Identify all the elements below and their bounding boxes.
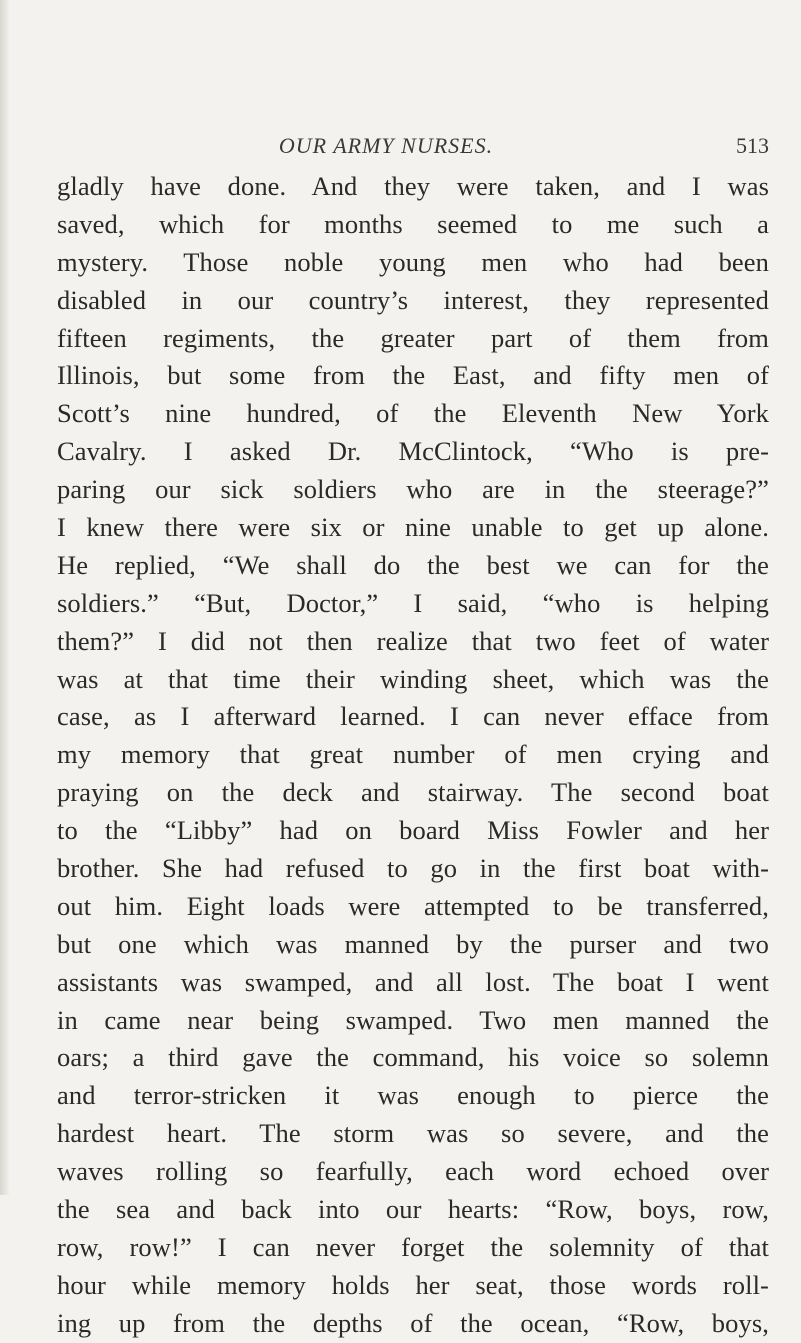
text-line: but one which was manned by the purser and two <box>57 928 769 959</box>
text-line: Scott’s nine hundred, of the Eleventh New York <box>57 398 769 429</box>
text-line: ing up from the depths of the ocean, “Row, boys, <box>57 1307 769 1338</box>
text-line: was at that time their winding sheet, which was the <box>57 663 769 694</box>
text-line: fifteen regiments, the greater part of them from <box>57 322 769 353</box>
running-header-title: OUR ARMY NURSES. <box>278 133 494 158</box>
text-line: hardest heart. The storm was so severe, and the <box>57 1118 769 1149</box>
text-line: the sea and back into our hearts: “Row, boys, row, <box>57 1194 769 1225</box>
body-text <box>57 168 769 1343</box>
text-line: out him. Eight loads were attempted to be transferred, <box>57 890 769 921</box>
running-header <box>0 133 801 163</box>
text-line: He replied, “We shall do the best we can for the <box>57 549 769 580</box>
text-line: row, row!” I can never forget the solemnity of that <box>57 1231 769 1262</box>
text-line: case, as I afterward learned. I can never efface from <box>57 701 769 732</box>
text-line: in came near being swamped. Two men manned the <box>57 1004 769 1035</box>
page-edge-shadow <box>0 0 10 1195</box>
text-line: my memory that great number of men crying and <box>57 739 769 770</box>
text-line: oars; a third gave the command, his voice so solemn <box>57 1042 769 1073</box>
text-line: assistants was swamped, and all lost. The boat I went <box>57 966 769 997</box>
text-line: paring our sick soldiers who are in the steerage?” <box>57 474 769 505</box>
text-line: I knew there were six or nine unable to get up alone. <box>57 512 769 543</box>
page-number: 513 <box>736 133 769 158</box>
text-line: and terror-stricken it was enough to pierce the <box>57 1080 769 1111</box>
text-line: gladly have done. And they were taken, and I was <box>57 171 769 201</box>
text-line: them?” I did not then realize that two feet of water <box>57 625 769 656</box>
text-line: hour while memory holds her seat, those words roll- <box>57 1269 769 1300</box>
text-line: saved, which for months seemed to me such a <box>57 208 769 239</box>
text-line: to the “Libby” had on board Miss Fowler and her <box>57 815 769 846</box>
text-line: Cavalry. I asked Dr. McClintock, “Who is pre- <box>57 436 769 467</box>
text-line: Illinois, but some from the East, and fifty men of <box>57 360 769 391</box>
text-line: mystery. Those noble young men who had been <box>57 246 769 277</box>
text-line: brother. She had refused to go in the first boat with- <box>57 853 769 884</box>
text-line: waves rolling so fearfully, each word echoed over <box>57 1156 769 1187</box>
text-line: praying on the deck and stairway. The second boat <box>57 777 769 808</box>
text-line: soldiers.” “But, Doctor,” I said, “who is helping <box>57 587 769 618</box>
text-line: disabled in our country’s interest, they represented <box>57 284 769 315</box>
